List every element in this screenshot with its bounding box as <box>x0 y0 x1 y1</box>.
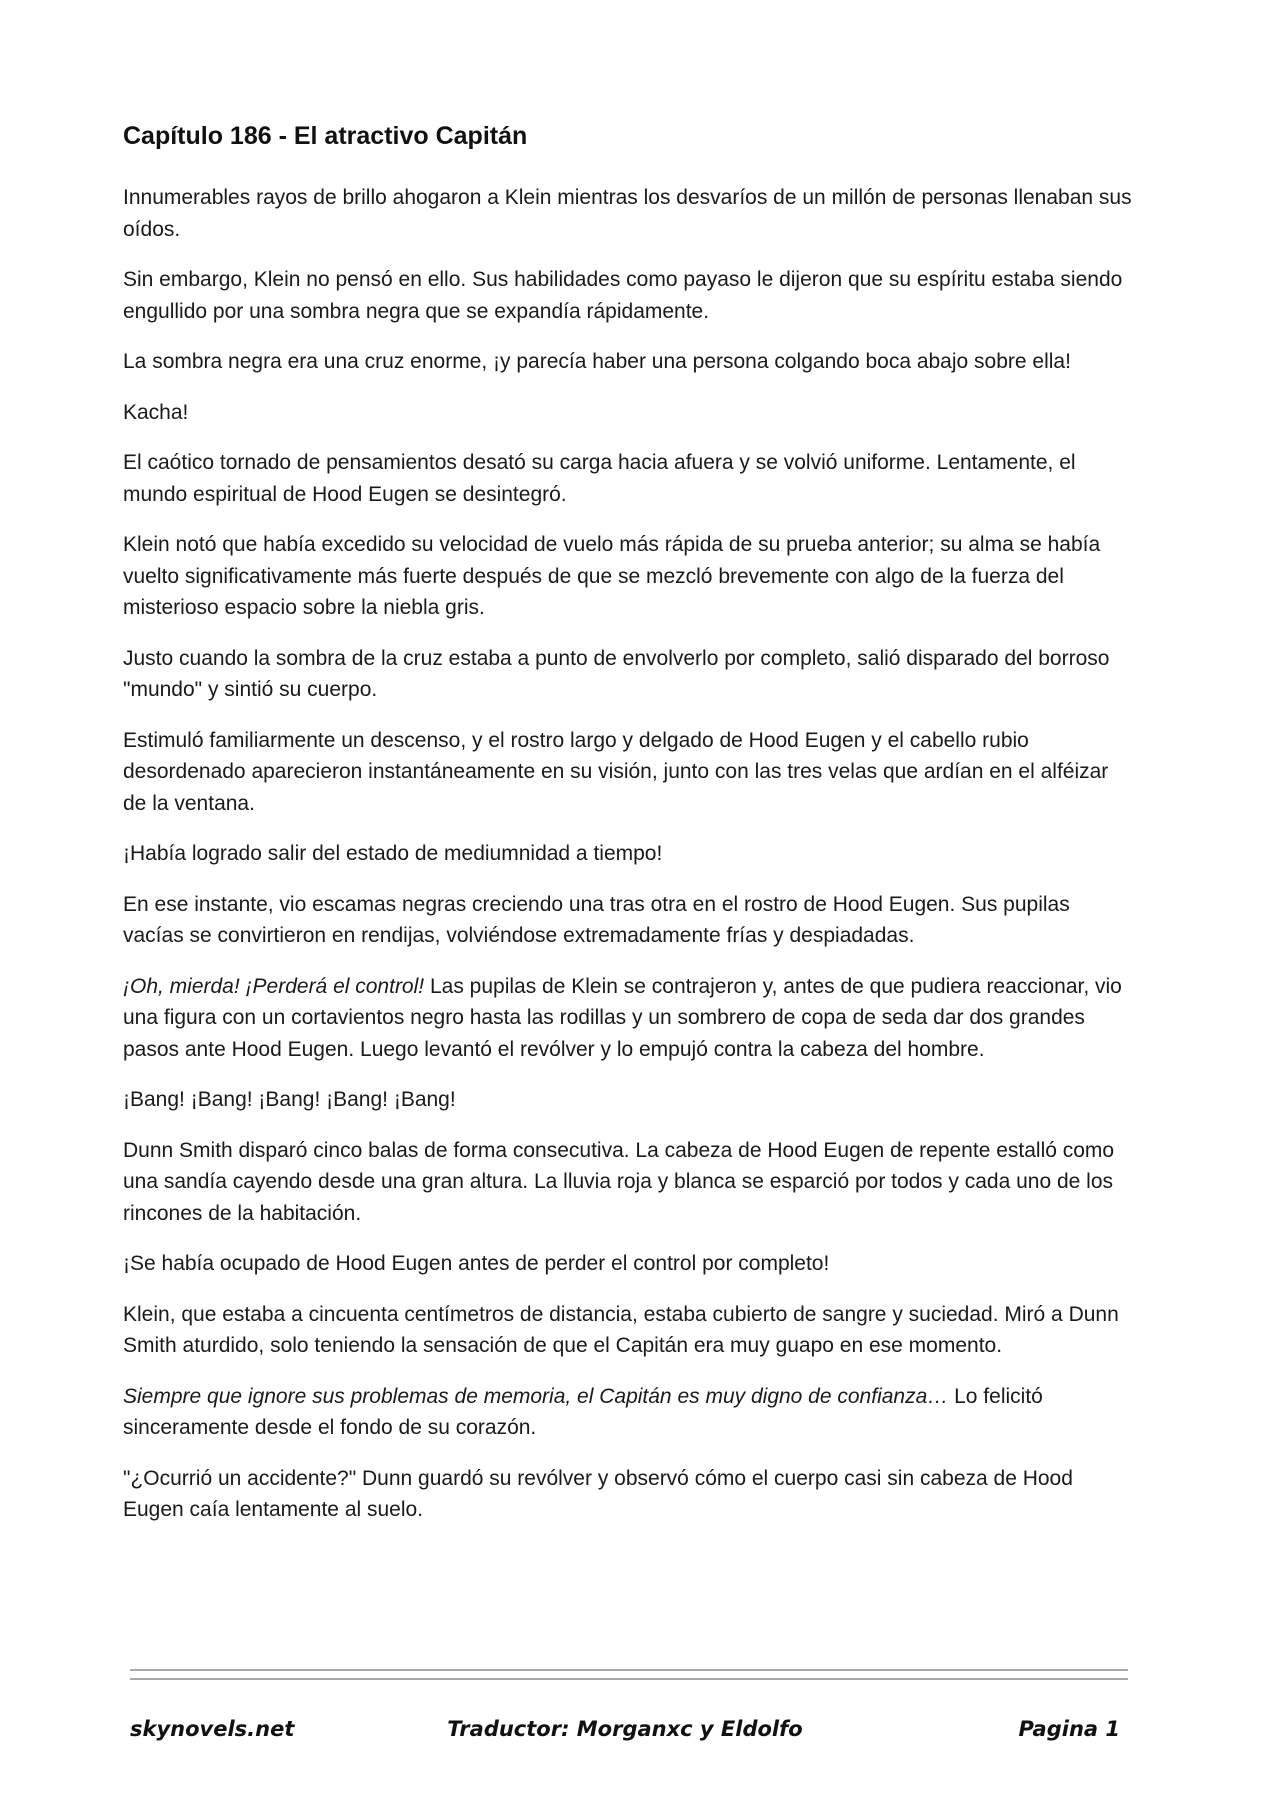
paragraph-11: ¡Oh, mierda! ¡Perderá el control! Las pupilas de Klein se contrajeron y, antes de que pudiera reaccionar, vio una figura con un cortavientos negro hasta las rodillas y un sombrero de copa de seda dar dos grandes pasos ante Hood Eugen. Luego levantó el revólver y lo empujó contra la cabeza del hombre. <box>123 974 1122 1061</box>
paragraph-13: Dunn Smith disparó cinco balas de forma consecutiva. La cabeza de Hood Eugen de repente estalló como una sandía cayendo desde una gran altura. La lluvia roja y blanca se esparció por todos y cada uno de los rincones de la habitación. <box>123 1138 1115 1225</box>
paragraph-2: Sin embargo, Klein no pensó en ello. Sus habilidades como payaso le dijeron que su espíritu estaba siendo engullido por una sombra negra que se expandía rápidamente. <box>123 268 1123 323</box>
paragraph-8: Estimuló familiarmente un descenso, y el rostro largo y delgado de Hood Eugen y el cabello rubio desordenado aparecieron instantáneamente en su visión, junto con las tres velas que ardían en el alféizar de la ventana. <box>123 728 1109 815</box>
paragraph-7: Justo cuando la sombra de la cruz estaba a punto de envolverlo por completo, salió disparado del borroso "mundo" y sintió su cuerpo. <box>123 646 1110 701</box>
paragraph-3: La sombra negra era una cruz enorme, ¡y parecía haber una persona colgando boca abajo sobre ella! <box>123 350 1071 373</box>
paragraph-1: Innumerables rayos de brillo ahogaron a Klein mientras los desvaríos de un millón de personas llenaban sus oídos. <box>123 186 1132 241</box>
page-footer <box>130 1712 1120 1746</box>
paragraph-5: El caótico tornado de pensamientos desató su carga hacia afuera y se volvió uniforme. Lentamente, el mundo espiritual de Hood Eugen se desintegró. <box>123 451 1076 506</box>
footer-site: skynovels.net <box>130 1717 295 1741</box>
footer-translator: Traductor: Morganxc y Eldolfo <box>447 1717 803 1741</box>
paragraph-15: Klein, que estaba a cincuenta centímetros de distancia, estaba cubierto de sangre y suciedad. Miró a Dunn Smith aturdido, solo teniendo la sensación de que el Capitán era muy guapo en ese momento. <box>123 1302 1119 1357</box>
paragraph-14: ¡Se había ocupado de Hood Eugen antes de perder el control por completo! <box>123 1252 830 1275</box>
paragraph-4: Kacha! <box>123 400 189 424</box>
italic-thought: ¡Oh, mierda! ¡Perderá el control! <box>123 974 425 998</box>
paragraph-9: ¡Había logrado salir del estado de mediumnidad a tiempo! <box>123 842 663 865</box>
paragraph-12: ¡Bang! ¡Bang! ¡Bang! ¡Bang! ¡Bang! <box>123 1088 456 1111</box>
paragraph-16: Siempre que ignore sus problemas de memoria, el Capitán es muy digno de confianza… Lo felicitó sinceramente desde el fondo de su corazón. <box>123 1384 1043 1439</box>
footer-page-number: Pagina 1 <box>1018 1717 1120 1741</box>
footer-divider-bottom <box>130 1678 1128 1680</box>
italic-thought: Siempre que ignore sus problemas de memoria, el Capitán es muy digno de confianza… <box>123 1384 949 1408</box>
footer-divider-top <box>130 1669 1128 1671</box>
paragraph-10: En ese instante, vio escamas negras creciendo una tras otra en el rostro de Hood Eugen. Sus pupilas vacías se convirtieron en rendijas, volviéndose extremadamente frías y despiadadas. <box>123 892 1070 947</box>
paragraph-6: Klein notó que había excedido su velocidad de vuelo más rápida de su prueba anterior; su alma se había vuelto significativamente más fuerte después de que se mezcló brevemente con algo de la fuerza del misterioso espacio sobre la niebla gris. <box>123 533 1101 619</box>
chapter-title: Capítulo 186 - El atractivo Capitán <box>123 122 528 150</box>
document-page <box>123 120 1135 1545</box>
paragraph-17: "¿Ocurrió un accidente?" Dunn guardó su revólver y observó cómo el cuerpo casi sin cabeza de Hood Eugen caía lentamente al suelo. <box>123 1466 1073 1521</box>
